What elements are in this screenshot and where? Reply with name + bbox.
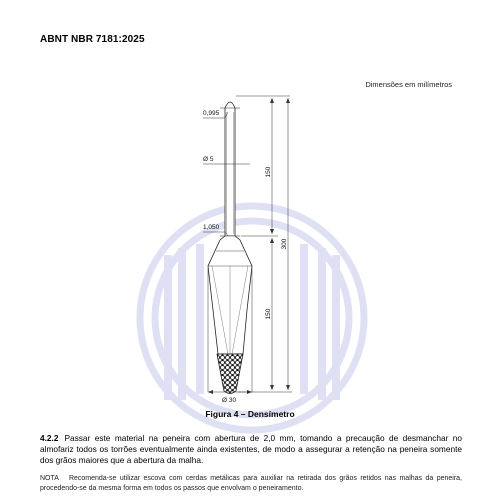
clause-paragraph: [40, 433, 462, 467]
label-bulb-diameter: Ø 30: [222, 397, 237, 404]
label-total-length: 300: [281, 238, 288, 250]
label-bulb-length: 150: [265, 308, 272, 320]
note-label: NOTA: [40, 475, 59, 482]
clause-number: 4.2.2: [40, 433, 59, 443]
units-note: Dimensões em milímetros: [365, 80, 452, 89]
note-text: Recomenda-se utilizar escova com cerdas metálicas para auxiliar na retirada dos grãos retidos nas malhas da peneira, procedendo-se da mesma forma em todos os passos que envolvam o peneiramento.: [40, 475, 462, 492]
label-stem-length: 150: [265, 166, 272, 178]
label-top-density: 0,995: [203, 110, 220, 117]
note-paragraph: [40, 474, 462, 494]
label-stem-diameter: Ø 5: [203, 156, 214, 163]
standard-header: ABNT NBR 7181:2025: [40, 34, 145, 45]
hydrometer-ballast: [217, 354, 243, 394]
label-bottom-density: 1,050: [203, 224, 220, 231]
figure-caption: Figura 4 – Densímetro: [205, 409, 295, 419]
clause-text: Passar este material na peneira com abertura de 2,0 mm, tomando a precaução de desmanchar no almofariz todos os torrões eventualmente ainda existentes, de modo a assegurar a retenção na peneira somente dos grãos maiores que a abertura da malha.: [40, 433, 462, 466]
